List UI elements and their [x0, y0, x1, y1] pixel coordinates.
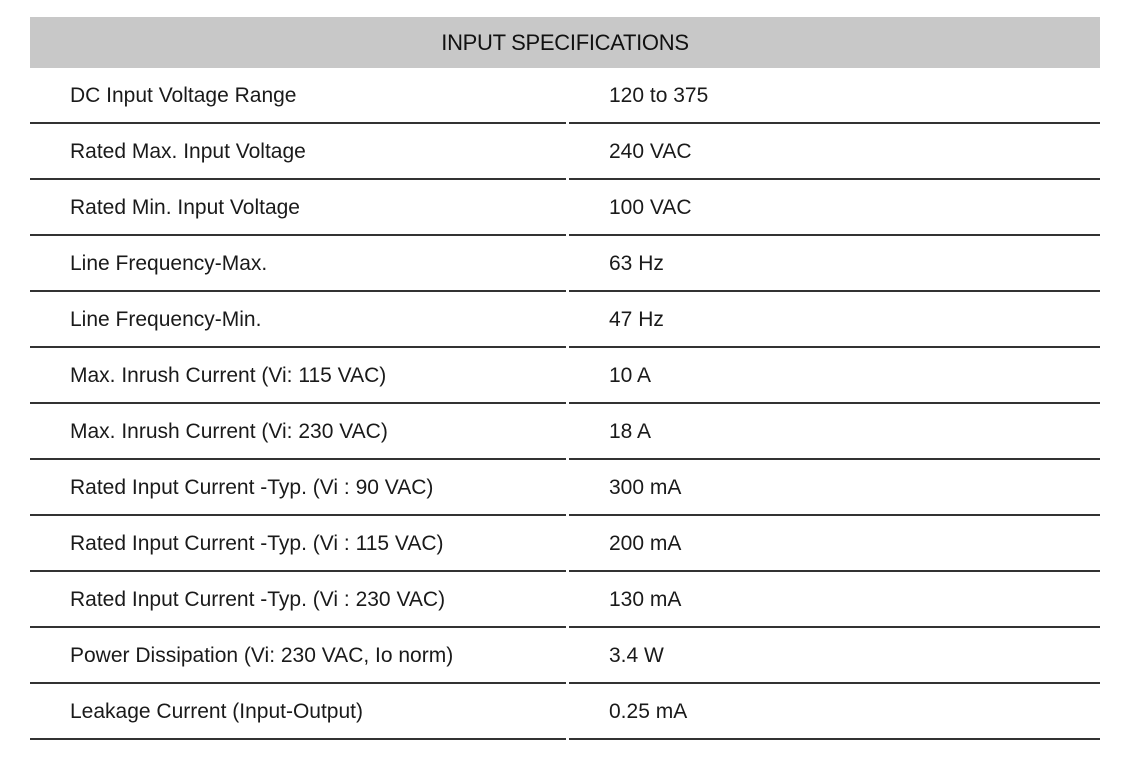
table-row — [30, 684, 1100, 740]
table-row — [30, 124, 1100, 180]
value-cell: 200 mA — [569, 516, 1100, 572]
input-specifications-table — [30, 17, 1100, 740]
parameter-cell: Line Frequency-Max. — [30, 236, 566, 292]
value-cell: 0.25 mA — [569, 684, 1100, 740]
parameter-cell: Power Dissipation (Vi: 230 VAC, Io norm) — [30, 628, 566, 684]
parameter-cell: Rated Input Current -Typ. (Vi : 115 VAC) — [30, 516, 566, 572]
table-row — [30, 348, 1100, 404]
value-cell: 3.4 W — [569, 628, 1100, 684]
table-body — [30, 68, 1100, 740]
value-cell: 120 to 375 — [569, 68, 1100, 124]
parameter-cell: Line Frequency-Min. — [30, 292, 566, 348]
table-row — [30, 68, 1100, 124]
value-cell: 18 A — [569, 404, 1100, 460]
parameter-cell: Rated Input Current -Typ. (Vi : 90 VAC) — [30, 460, 566, 516]
value-cell: 240 VAC — [569, 124, 1100, 180]
table-row — [30, 460, 1100, 516]
parameter-cell: Max. Inrush Current (Vi: 230 VAC) — [30, 404, 566, 460]
parameter-cell: Rated Max. Input Voltage — [30, 124, 566, 180]
parameter-cell: Rated Input Current -Typ. (Vi : 230 VAC) — [30, 572, 566, 628]
table-row — [30, 236, 1100, 292]
table-row — [30, 572, 1100, 628]
table-row — [30, 292, 1100, 348]
table-row — [30, 404, 1100, 460]
parameter-cell: Rated Min. Input Voltage — [30, 180, 566, 236]
value-cell: 63 Hz — [569, 236, 1100, 292]
value-cell: 10 A — [569, 348, 1100, 404]
parameter-cell: Leakage Current (Input-Output) — [30, 684, 566, 740]
table-row — [30, 180, 1100, 236]
value-cell: 100 VAC — [569, 180, 1100, 236]
table-row — [30, 628, 1100, 684]
parameter-cell: Max. Inrush Current (Vi: 115 VAC) — [30, 348, 566, 404]
table-row — [30, 516, 1100, 572]
table-title: INPUT SPECIFICATIONS — [30, 17, 1100, 68]
value-cell: 300 mA — [569, 460, 1100, 516]
value-cell: 130 mA — [569, 572, 1100, 628]
parameter-cell: DC Input Voltage Range — [30, 68, 566, 124]
value-cell: 47 Hz — [569, 292, 1100, 348]
